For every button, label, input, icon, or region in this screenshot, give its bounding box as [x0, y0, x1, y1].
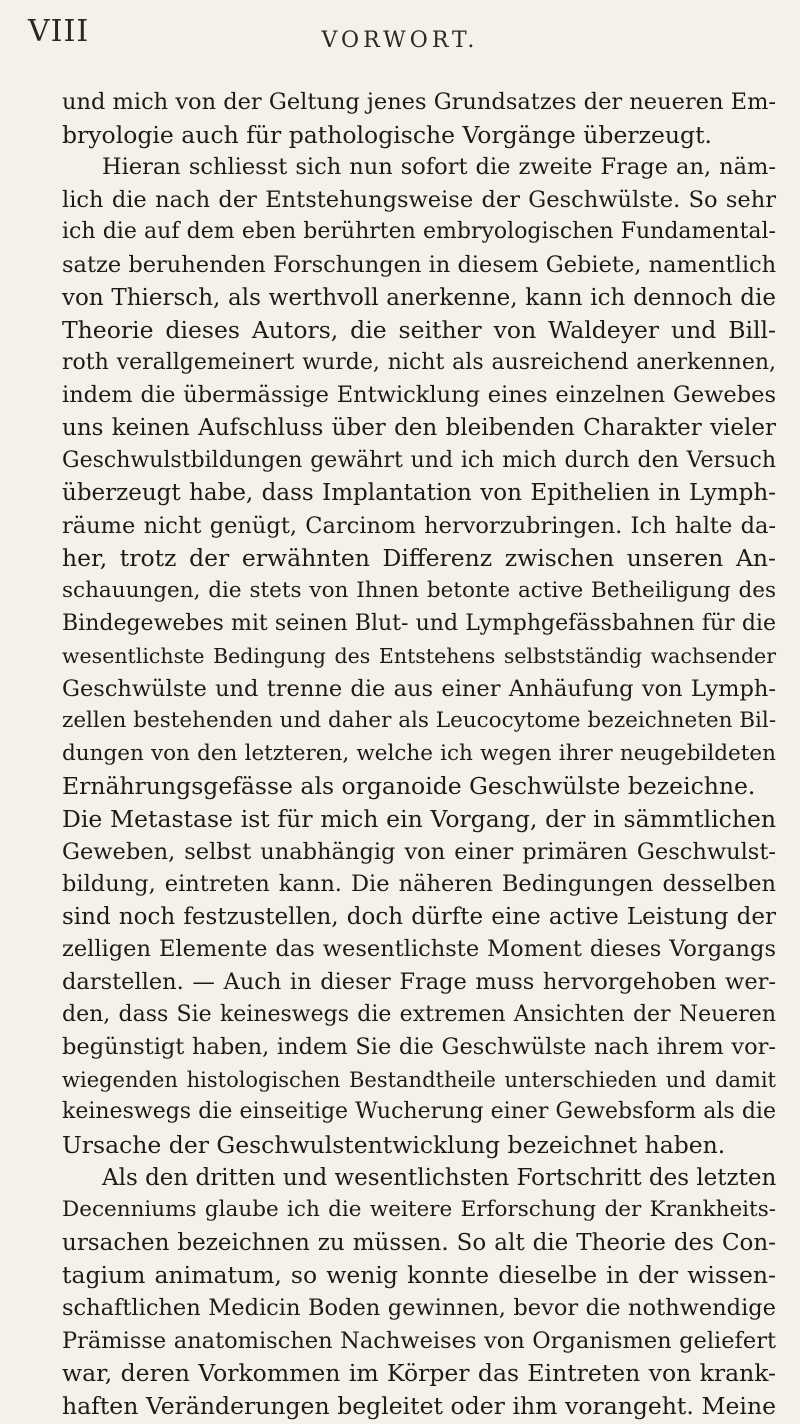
- text-line: Geweben, selbst unabhängig von einer primären Geschwulst-: [62, 838, 776, 865]
- text-line: bildung, eintreten kann. Die näheren Bedingungen desselben: [62, 871, 776, 898]
- running-title: VORWORT.: [321, 28, 479, 53]
- text-line: Prämisse anatomischen Nachweises von Organismen geliefert: [62, 1327, 776, 1354]
- text-line: Hieran schliesst sich nun sofort die zweite Frage an, näm-: [102, 154, 776, 181]
- text-line: roth verallgemeinert wurde, nicht als ausreichend anerkennen,: [62, 349, 776, 375]
- text-line: wesentlichste Bedingung des Entstehens selbstständig wachsender: [62, 644, 776, 669]
- text-line: uns keinen Aufschluss über den bleibenden Charakter vieler: [62, 414, 776, 441]
- text-line: keineswegs die einseitige Wucherung einer Gewebsform als die: [62, 1099, 776, 1125]
- text-line: begünstigt haben, indem Sie die Geschwülste nach ihrem vor-: [62, 1034, 776, 1061]
- text-line: bryologie auch für pathologische Vorgänge überzeugt.: [62, 120, 712, 149]
- text-line: zelligen Elemente das wesentlichste Moment dieses Vorgangs: [62, 936, 776, 963]
- text-line: ich die auf dem eben berührten embryologischen Fundamental-: [62, 219, 776, 245]
- text-line: den, dass Sie keineswegs die extremen Ansichten der Neueren: [62, 1001, 776, 1027]
- text-line: her, trotz der erwähnten Differenz zwischen unseren An-: [62, 544, 776, 573]
- text-line: Theorie dieses Autors, die seither von Waldeyer und Bill-: [62, 316, 776, 345]
- text-line: Geschwülste und trenne die aus einer Anhäufung von Lymph-: [62, 675, 776, 702]
- text-line: schaftlichen Medicin Boden gewinnen, bevor die nothwendige: [62, 1294, 776, 1321]
- body-text: [62, 86, 776, 1422]
- text-line: sind noch festzustellen, doch dürfte eine active Leistung der: [62, 903, 776, 930]
- text-line: satze beruhenden Forschungen in diesem Gebiete, namentlich: [62, 251, 777, 278]
- text-line: lich die nach der Entstehungsweise der Geschwülste. So sehr: [62, 186, 776, 213]
- text-line: Als den dritten und wesentlichsten Fortschritt des letzten: [102, 1164, 777, 1191]
- text-line: räume nicht genügt, Carcinom hervorzubringen. Ich halte da-: [62, 512, 776, 539]
- text-line: schauungen, die stets von Ihnen betonte active Betheiligung des: [62, 577, 776, 603]
- text-line: überzeugt habe, dass Implantation von Epithelien in Lymph-: [62, 480, 776, 507]
- text-line: ursachen bezeichnen zu müssen. So alt die Theorie des Con-: [62, 1229, 776, 1256]
- text-line: Decenniums glaube ich die weitere Erforschung der Krankheits-: [62, 1197, 776, 1223]
- text-line: dungen von den letzteren, welche ich wegen ihrer neugebildeten: [62, 740, 776, 766]
- text-line: Ernährungsgefässe als organoide Geschwülste bezeichne.: [62, 772, 756, 801]
- text-line: von Thiersch, als werthvoll anerkenne, kann ich dennoch die: [62, 284, 776, 311]
- text-line: war, deren Vorkommen im Körper das Eintreten von krank-: [62, 1359, 776, 1388]
- text-line: tagium animatum, so wenig konnte dieselbe in der wissen-: [62, 1261, 776, 1290]
- text-line: Geschwulstbildungen gewährt und ich mich durch den Versuch: [62, 447, 776, 473]
- text-line: wiegenden histologischen Bestandtheile unterschieden und damit: [62, 1067, 776, 1092]
- text-line: Die Metastase ist für mich ein Vorgang, der in sämmtlichen: [62, 805, 776, 834]
- text-line: und mich von der Geltung jenes Grundsatzes der neueren Em-: [62, 89, 777, 115]
- text-line: Bindegewebes mit seinen Blut- und Lymphgefässbahnen für die: [62, 610, 776, 636]
- text-line: haften Veränderungen begleitet oder ihm vorangeht. Meine: [62, 1391, 776, 1420]
- text-line: darstellen. — Auch in dieser Frage muss hervorgehoben wer-: [62, 969, 776, 996]
- text-line: indem die übermässige Entwicklung eines einzelnen Gewebes: [62, 382, 776, 409]
- page-number: VIII: [28, 14, 90, 49]
- text-line: zellen bestehenden und daher als Leucocytome bezeichneten Bil-: [62, 708, 777, 734]
- text-line: Ursache der Geschwulstentwicklung bezeichnet haben.: [62, 1131, 726, 1159]
